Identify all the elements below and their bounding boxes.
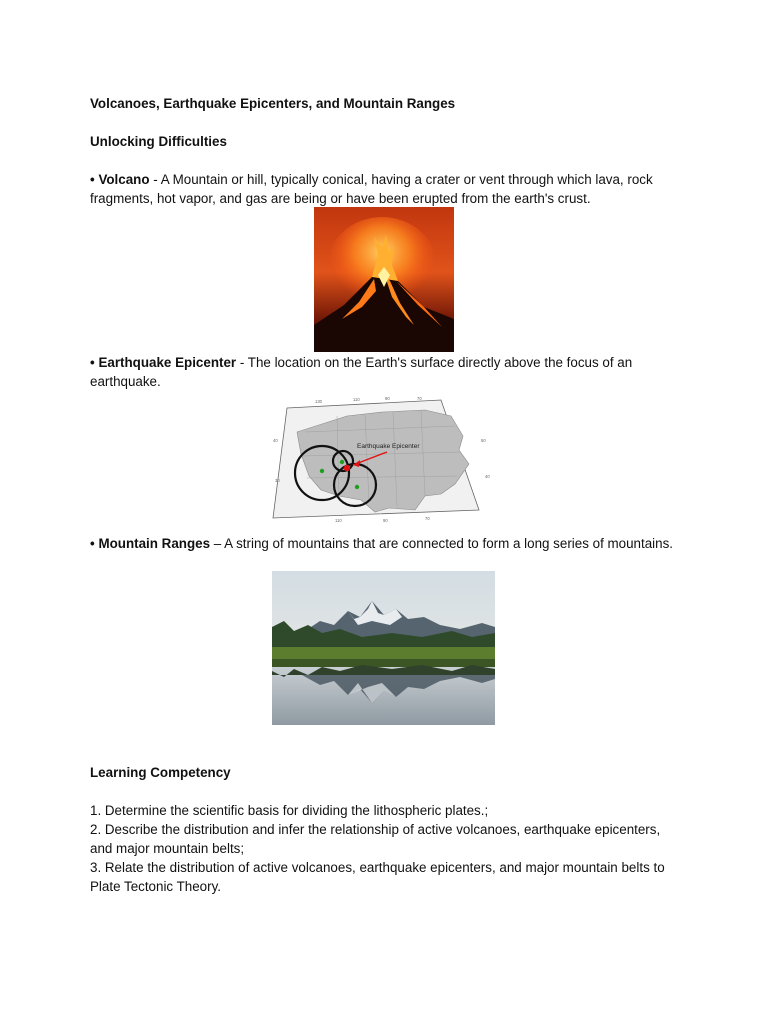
bullet: • xyxy=(90,536,95,551)
epicenter-definition xyxy=(90,353,690,391)
svg-text:110: 110 xyxy=(335,518,342,523)
mountains-definition-text: – A string of mountains that are connected to form a long series of mountains. xyxy=(210,536,674,551)
section-heading-unlocking-difficulties: Unlocking Difficulties xyxy=(90,134,227,149)
svg-text:40: 40 xyxy=(273,438,278,443)
svg-text:50: 50 xyxy=(481,438,486,443)
svg-text:110: 110 xyxy=(353,397,360,402)
svg-text:40: 40 xyxy=(485,474,490,479)
svg-text:70: 70 xyxy=(417,396,422,401)
svg-text:30: 30 xyxy=(275,478,280,483)
section-heading-learning-competency: Learning Competency xyxy=(90,765,231,780)
document-title: Volcanoes, Earthquake Epicenters, and Mountain Ranges xyxy=(90,96,456,111)
mountains-term: Mountain Ranges xyxy=(98,536,211,551)
epicenter-map-label: Earthquake Epicenter xyxy=(357,443,420,450)
svg-text:90: 90 xyxy=(383,518,388,523)
competency-item: 2. Describe the distribution and infer the relationship of active volcanoes, earthquake epicenters, and major mountain belts; xyxy=(90,822,661,856)
volcano-image xyxy=(314,207,454,352)
competency-item: 3. Relate the distribution of active volcanoes, earthquake epicenters, and major mountain belts to Plate Tectonic Theory. xyxy=(90,860,665,894)
svg-text:130: 130 xyxy=(315,399,322,404)
svg-text:70: 70 xyxy=(425,516,430,521)
epicenter-map xyxy=(265,392,497,524)
epicenter-term: Earthquake Epicenter xyxy=(98,355,237,370)
competency-list xyxy=(90,801,680,896)
volcano-term: Volcano xyxy=(98,172,150,187)
mountain-range-image xyxy=(272,571,495,725)
svg-text:90: 90 xyxy=(385,396,390,401)
volcano-definition-text: - A Mountain or hill, typically conical, having a crater or vent through which lava, rock fragments, hot vapor, and gas are being or have been erupted from the earth's crust. xyxy=(90,172,653,206)
bullet: • xyxy=(90,172,95,187)
epicenter-definition-text: - The location on the Earth's surface directly above the focus of an earthquake. xyxy=(90,355,633,389)
volcano-definition xyxy=(90,170,690,208)
bullet: • xyxy=(90,355,95,370)
mountains-definition xyxy=(90,534,690,553)
competency-item: 1. Determine the scientific basis for dividing the lithospheric plates.; xyxy=(90,803,489,818)
